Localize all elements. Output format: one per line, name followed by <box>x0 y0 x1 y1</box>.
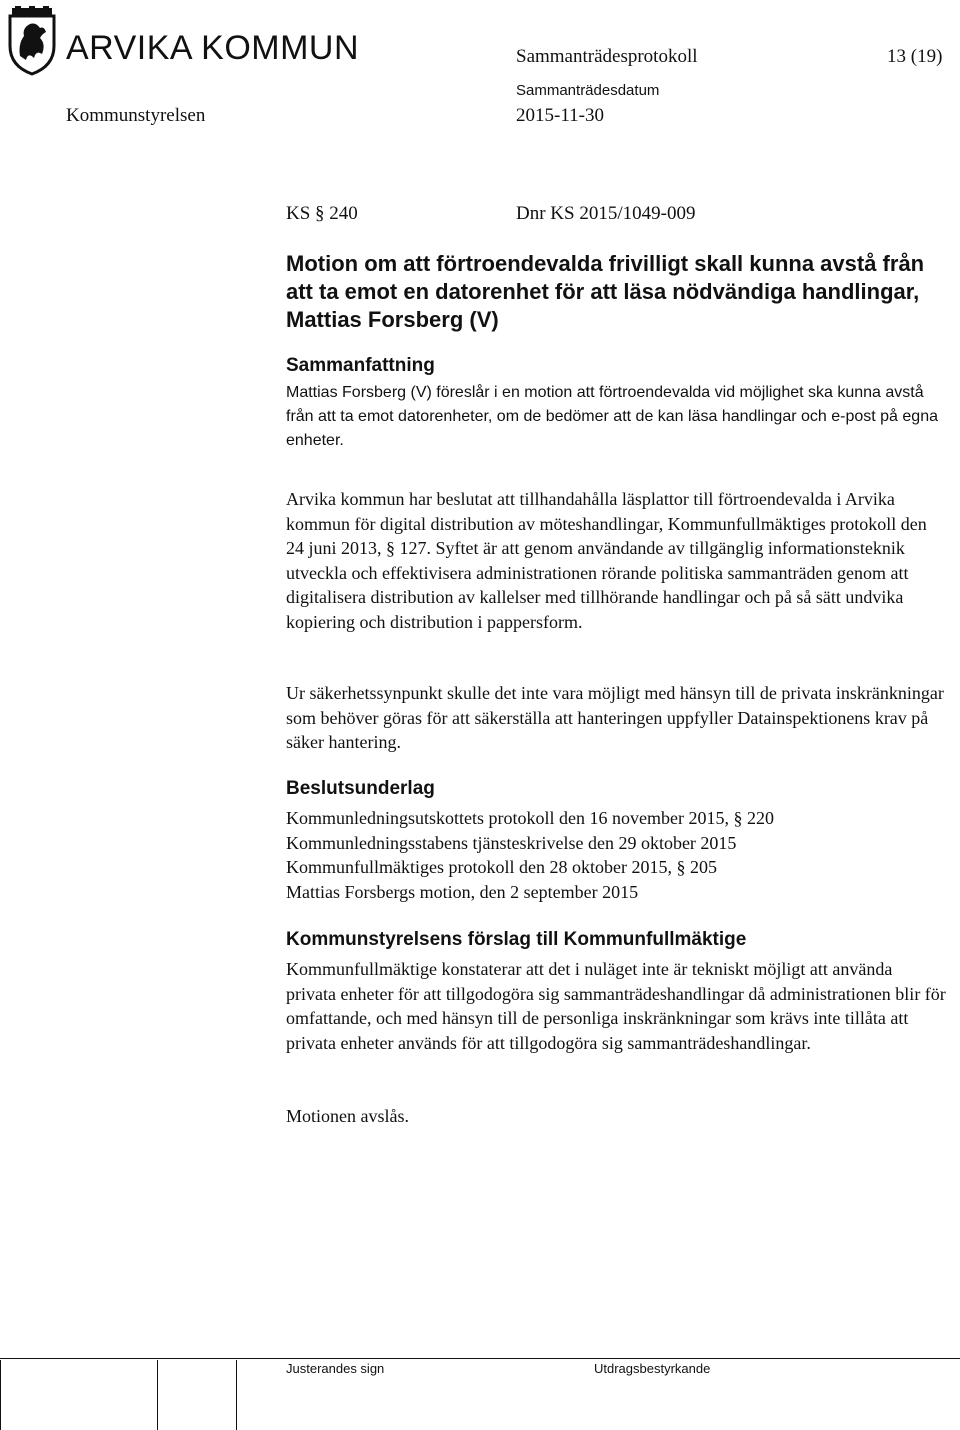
signature-box <box>157 1360 235 1430</box>
case-title: Motion om att förtroendevalda frivilligt skall kunna avstå från att ta emot en datorenhet för att läsa nödvändiga handlingar, Mattias Forsberg (V) <box>286 251 925 332</box>
meeting-date: 2015-11-30 <box>516 105 604 126</box>
page-number: 13 (19) <box>887 46 943 67</box>
organization-name: Kommunstyrelsen <box>66 105 206 126</box>
extract-certification-label: Utdragsbestyrkande <box>594 1361 711 1376</box>
summary-heading: Sammanfattning <box>286 355 435 376</box>
municipality-crest-icon <box>6 6 58 76</box>
list-item: Kommunfullmäktiges protokoll den 28 oktober 2015, § 205 <box>286 857 717 877</box>
document-type: Sammanträdesprotokoll <box>516 46 698 67</box>
signature-box <box>0 1360 78 1430</box>
background-paragraph: Arvika kommun har beslutat att tillhandahålla läsplattor till förtroendevalda i Arvika kommun för digital distribution av möteshandlingar, Kommunfullmäktiges protokoll den 24 juni 2013, § 127. Syftet är att genom användande av tillgänglig informationsteknik utveckla och effektivisera administrationen rörande politiska sammanträden genom att digitalisera distribution av kallelser med tillhörande handlingar och på så sätt undvika kopiering och distribution i pappersform. <box>286 489 927 632</box>
security-paragraph: Ur säkerhetssynpunkt skulle det inte vara möjligt med hänsyn till de privata inskränkningar som behöver göras för att säkerställa att hanteringen uppfyller Datainspektionens krav på säker hantering. <box>286 683 944 752</box>
list-item: Mattias Forsbergs motion, den 2 september 2015 <box>286 881 639 902</box>
case-paragraph-id: KS § 240 <box>286 203 358 224</box>
logo-text: ARVIKA KOMMUN <box>66 29 360 67</box>
decision-text: Motionen avslås. <box>286 1106 409 1126</box>
decision-basis-list <box>286 806 774 904</box>
diary-number: Dnr KS 2015/1049-009 <box>516 203 696 224</box>
list-item: Kommunledningsstabens tjänsteskrivelse den 29 oktober 2015 <box>286 832 737 853</box>
decision-basis-heading: Beslutsunderlag <box>286 778 435 799</box>
summary-text: Mattias Forsberg (V) föreslår i en motion att förtroendevalda vid möjlighet ska kunna avstå från att ta emot datorenheter, om de bedömer att de kan läsa handlingar och e-post på egna enheter. <box>286 384 938 449</box>
list-item: Kommunledningsutskottets protokoll den 16 november 2015, § 220 <box>286 808 774 828</box>
adjuster-sign-label: Justerandes sign <box>286 1361 385 1376</box>
proposal-text: Kommunfullmäktige konstaterar att det i nuläget inte är tekniskt möjligt att använda privata enheter för att tillgodogöra sig sammanträdeshandlingar då administrationen blir för omfattande, och med hänsyn till de personliga inskränkningar som krävs inte tillåta att privata enheter används för att tillgodogöra sig sammanträdeshandlingar. <box>286 959 946 1053</box>
footer-divider <box>0 1358 960 1359</box>
proposal-heading: Kommunstyrelsens förslag till Kommunfullmäktige <box>286 929 747 950</box>
date-label: Sammanträdesdatum <box>516 82 660 99</box>
